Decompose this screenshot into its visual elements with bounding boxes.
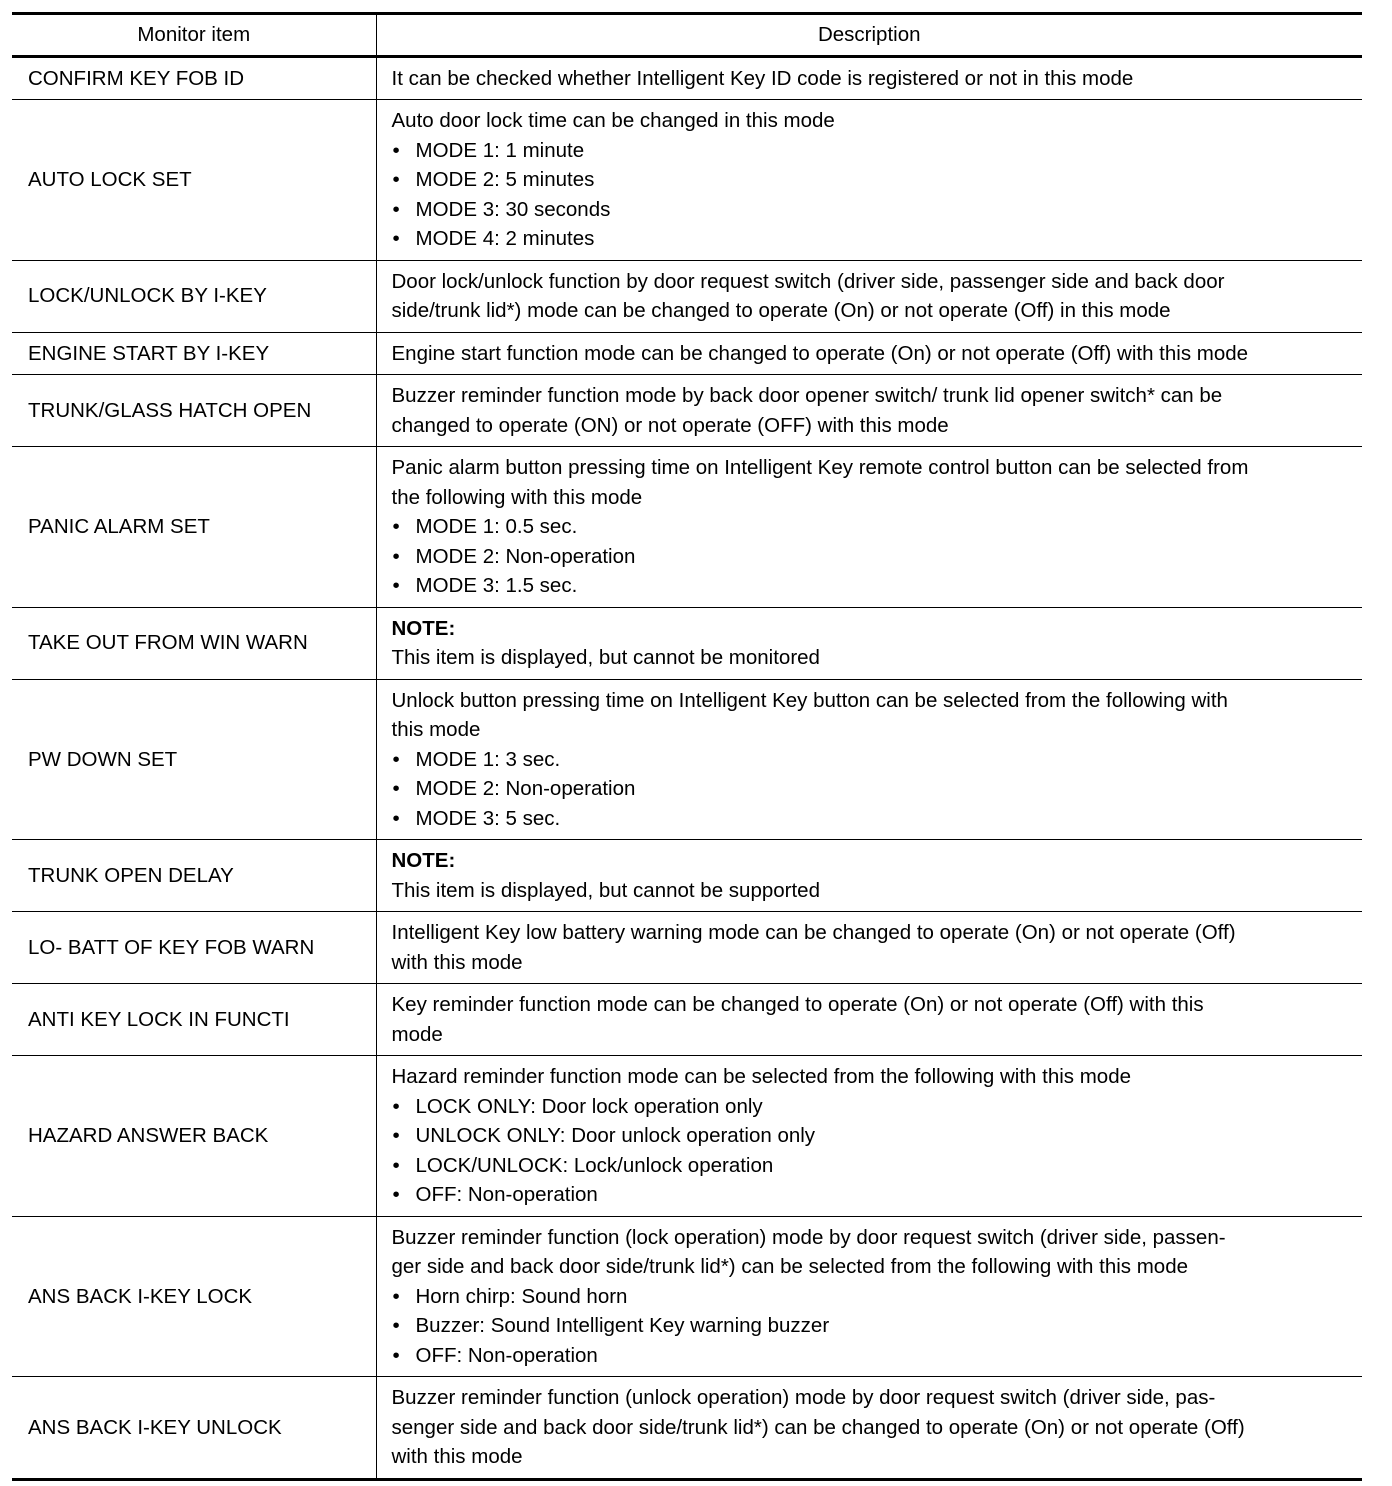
description-line: Buzzer reminder function mode by back door opener switch/ trunk lid opener switch* can be <box>391 384 1223 407</box>
monitor-item-cell: CONFIRM KEY FOB ID <box>12 56 376 100</box>
description-cell <box>376 56 1362 100</box>
monitor-item-cell: TRUNK/GLASS HATCH OPEN <box>12 375 376 447</box>
bullet-item: • MODE 4: 2 minutes <box>392 224 1359 254</box>
table-row <box>12 1216 1362 1377</box>
description-cell <box>376 840 1362 912</box>
description-line: This item is displayed, but cannot be monitored <box>391 646 820 669</box>
table-row <box>12 912 1362 984</box>
description-line: It can be checked whether Intelligent Key ID code is registered or not in this mode <box>391 66 1134 90</box>
bullet-list <box>392 1092 1359 1210</box>
description-cell <box>376 984 1362 1056</box>
monitor-item-cell: PW DOWN SET <box>12 679 376 840</box>
table-row <box>12 607 1362 679</box>
description-cell <box>376 260 1362 332</box>
note-label: NOTE: <box>391 616 456 640</box>
description-cell <box>376 447 1362 608</box>
monitor-item-cell: TAKE OUT FROM WIN WARN <box>12 607 376 679</box>
description-line: ger side and back door side/trunk lid*) can be selected from the following with this mode <box>391 1255 1189 1278</box>
table-body <box>12 56 1362 1479</box>
bullet-list <box>392 745 1359 834</box>
header-row <box>12 14 1362 57</box>
bullet-item: • MODE 1: 3 sec. <box>392 745 1359 775</box>
description-line: side/trunk lid*) mode can be changed to operate (On) or not operate (Off) in this mode <box>391 299 1171 322</box>
table-row <box>12 1056 1362 1217</box>
description-cell <box>376 607 1362 679</box>
bullet-item: • OFF: Non-operation <box>392 1341 1359 1371</box>
description-line: this mode <box>391 718 481 741</box>
monitor-item-cell: ANS BACK I-KEY LOCK <box>12 1216 376 1377</box>
bullet-item: • MODE 1: 1 minute <box>392 136 1359 166</box>
monitor-item-cell: HAZARD ANSWER BACK <box>12 1056 376 1217</box>
bullet-item: • MODE 3: 5 sec. <box>392 804 1359 834</box>
description-line: This item is displayed, but cannot be supported <box>391 878 820 902</box>
table-row <box>12 679 1362 840</box>
monitor-item-cell: TRUNK OPEN DELAY <box>12 840 376 912</box>
description-line: Intelligent Key low battery warning mode can be changed to operate (On) or not operate (Off) <box>391 921 1236 944</box>
monitor-item-cell: ANS BACK I-KEY UNLOCK <box>12 1377 376 1480</box>
description-cell <box>376 1056 1362 1217</box>
bullet-item: • Buzzer: Sound Intelligent Key warning buzzer <box>392 1311 1359 1341</box>
table-row <box>12 332 1362 375</box>
description-line: Auto door lock time can be changed in this mode <box>391 109 835 132</box>
description-cell <box>376 912 1362 984</box>
note-label: NOTE: <box>391 849 456 872</box>
monitor-item-table <box>12 12 1362 1481</box>
description-line: Key reminder function mode can be changed to operate (On) or not operate (Off) with this <box>391 993 1204 1016</box>
table-row <box>12 260 1362 332</box>
bullet-item: • LOCK ONLY: Door lock operation only <box>392 1092 1359 1122</box>
bullet-item: • MODE 2: 5 minutes <box>392 165 1359 195</box>
description-cell <box>376 375 1362 447</box>
bullet-item: • MODE 1: 0.5 sec. <box>392 512 1359 542</box>
description-line: the following with this mode <box>391 485 643 509</box>
bullet-list <box>392 512 1359 601</box>
table-row <box>12 984 1362 1056</box>
description-line: Unlock button pressing time on Intelligent Key button can be selected from the following with <box>391 688 1228 712</box>
table-row <box>12 840 1362 912</box>
table-row <box>12 100 1362 261</box>
description-cell <box>376 679 1362 840</box>
header-monitor-item: Monitor item <box>12 14 376 57</box>
bullet-list <box>392 1282 1359 1371</box>
table-row <box>12 447 1362 608</box>
description-line: Door lock/unlock function by door request switch (driver side, passenger side and back door <box>391 269 1225 293</box>
description-line: Engine start function mode can be changed to operate (On) or not operate (Off) with this mode <box>391 341 1249 365</box>
header-description: Description <box>376 14 1362 57</box>
bullet-item: • OFF: Non-operation <box>392 1180 1359 1210</box>
description-line: senger side and back door side/trunk lid*) can be changed to operate (On) or not operate (Off) <box>391 1415 1245 1439</box>
bullet-item: • MODE 3: 30 seconds <box>392 195 1359 225</box>
description-line: Hazard reminder function mode can be selected from the following with this mode <box>391 1065 1132 1088</box>
description-cell <box>376 100 1362 261</box>
bullet-item: • MODE 2: Non-operation <box>392 774 1359 804</box>
bullet-item: • LOCK/UNLOCK: Lock/unlock operation <box>392 1151 1359 1181</box>
bullet-list <box>392 136 1359 254</box>
monitor-item-cell: ENGINE START BY I-KEY <box>12 332 376 375</box>
description-line: Buzzer reminder function (lock operation) mode by door request switch (driver side, passen- <box>391 1225 1226 1249</box>
monitor-item-cell: AUTO LOCK SET <box>12 100 376 261</box>
table-row <box>12 56 1362 100</box>
table-header <box>12 14 1362 57</box>
monitor-item-cell: PANIC ALARM SET <box>12 447 376 608</box>
description-cell <box>376 1377 1362 1480</box>
description-line: Panic alarm button pressing time on Intelligent Key remote control button can be selected from <box>391 456 1249 479</box>
description-cell <box>376 332 1362 375</box>
bullet-item: • UNLOCK ONLY: Door unlock operation only <box>392 1121 1359 1151</box>
description-line: mode <box>391 1022 443 1046</box>
monitor-item-cell: LOCK/UNLOCK BY I-KEY <box>12 260 376 332</box>
bullet-item: • Horn chirp: Sound horn <box>392 1282 1359 1312</box>
description-cell <box>376 1216 1362 1377</box>
monitor-item-cell: LO- BATT OF KEY FOB WARN <box>12 912 376 984</box>
description-line: with this mode <box>391 1445 523 1468</box>
description-line: Buzzer reminder function (unlock operation) mode by door request switch (driver side, pas- <box>391 1386 1216 1409</box>
monitor-item-cell: ANTI KEY LOCK IN FUNCTI <box>12 984 376 1056</box>
table-row <box>12 375 1362 447</box>
table-row <box>12 1377 1362 1480</box>
description-line: with this mode <box>391 950 523 974</box>
description-line: changed to operate (ON) or not operate (OFF) with this mode <box>391 413 949 437</box>
bullet-item: • MODE 2: Non-operation <box>392 542 1359 572</box>
bullet-item: • MODE 3: 1.5 sec. <box>392 571 1359 601</box>
